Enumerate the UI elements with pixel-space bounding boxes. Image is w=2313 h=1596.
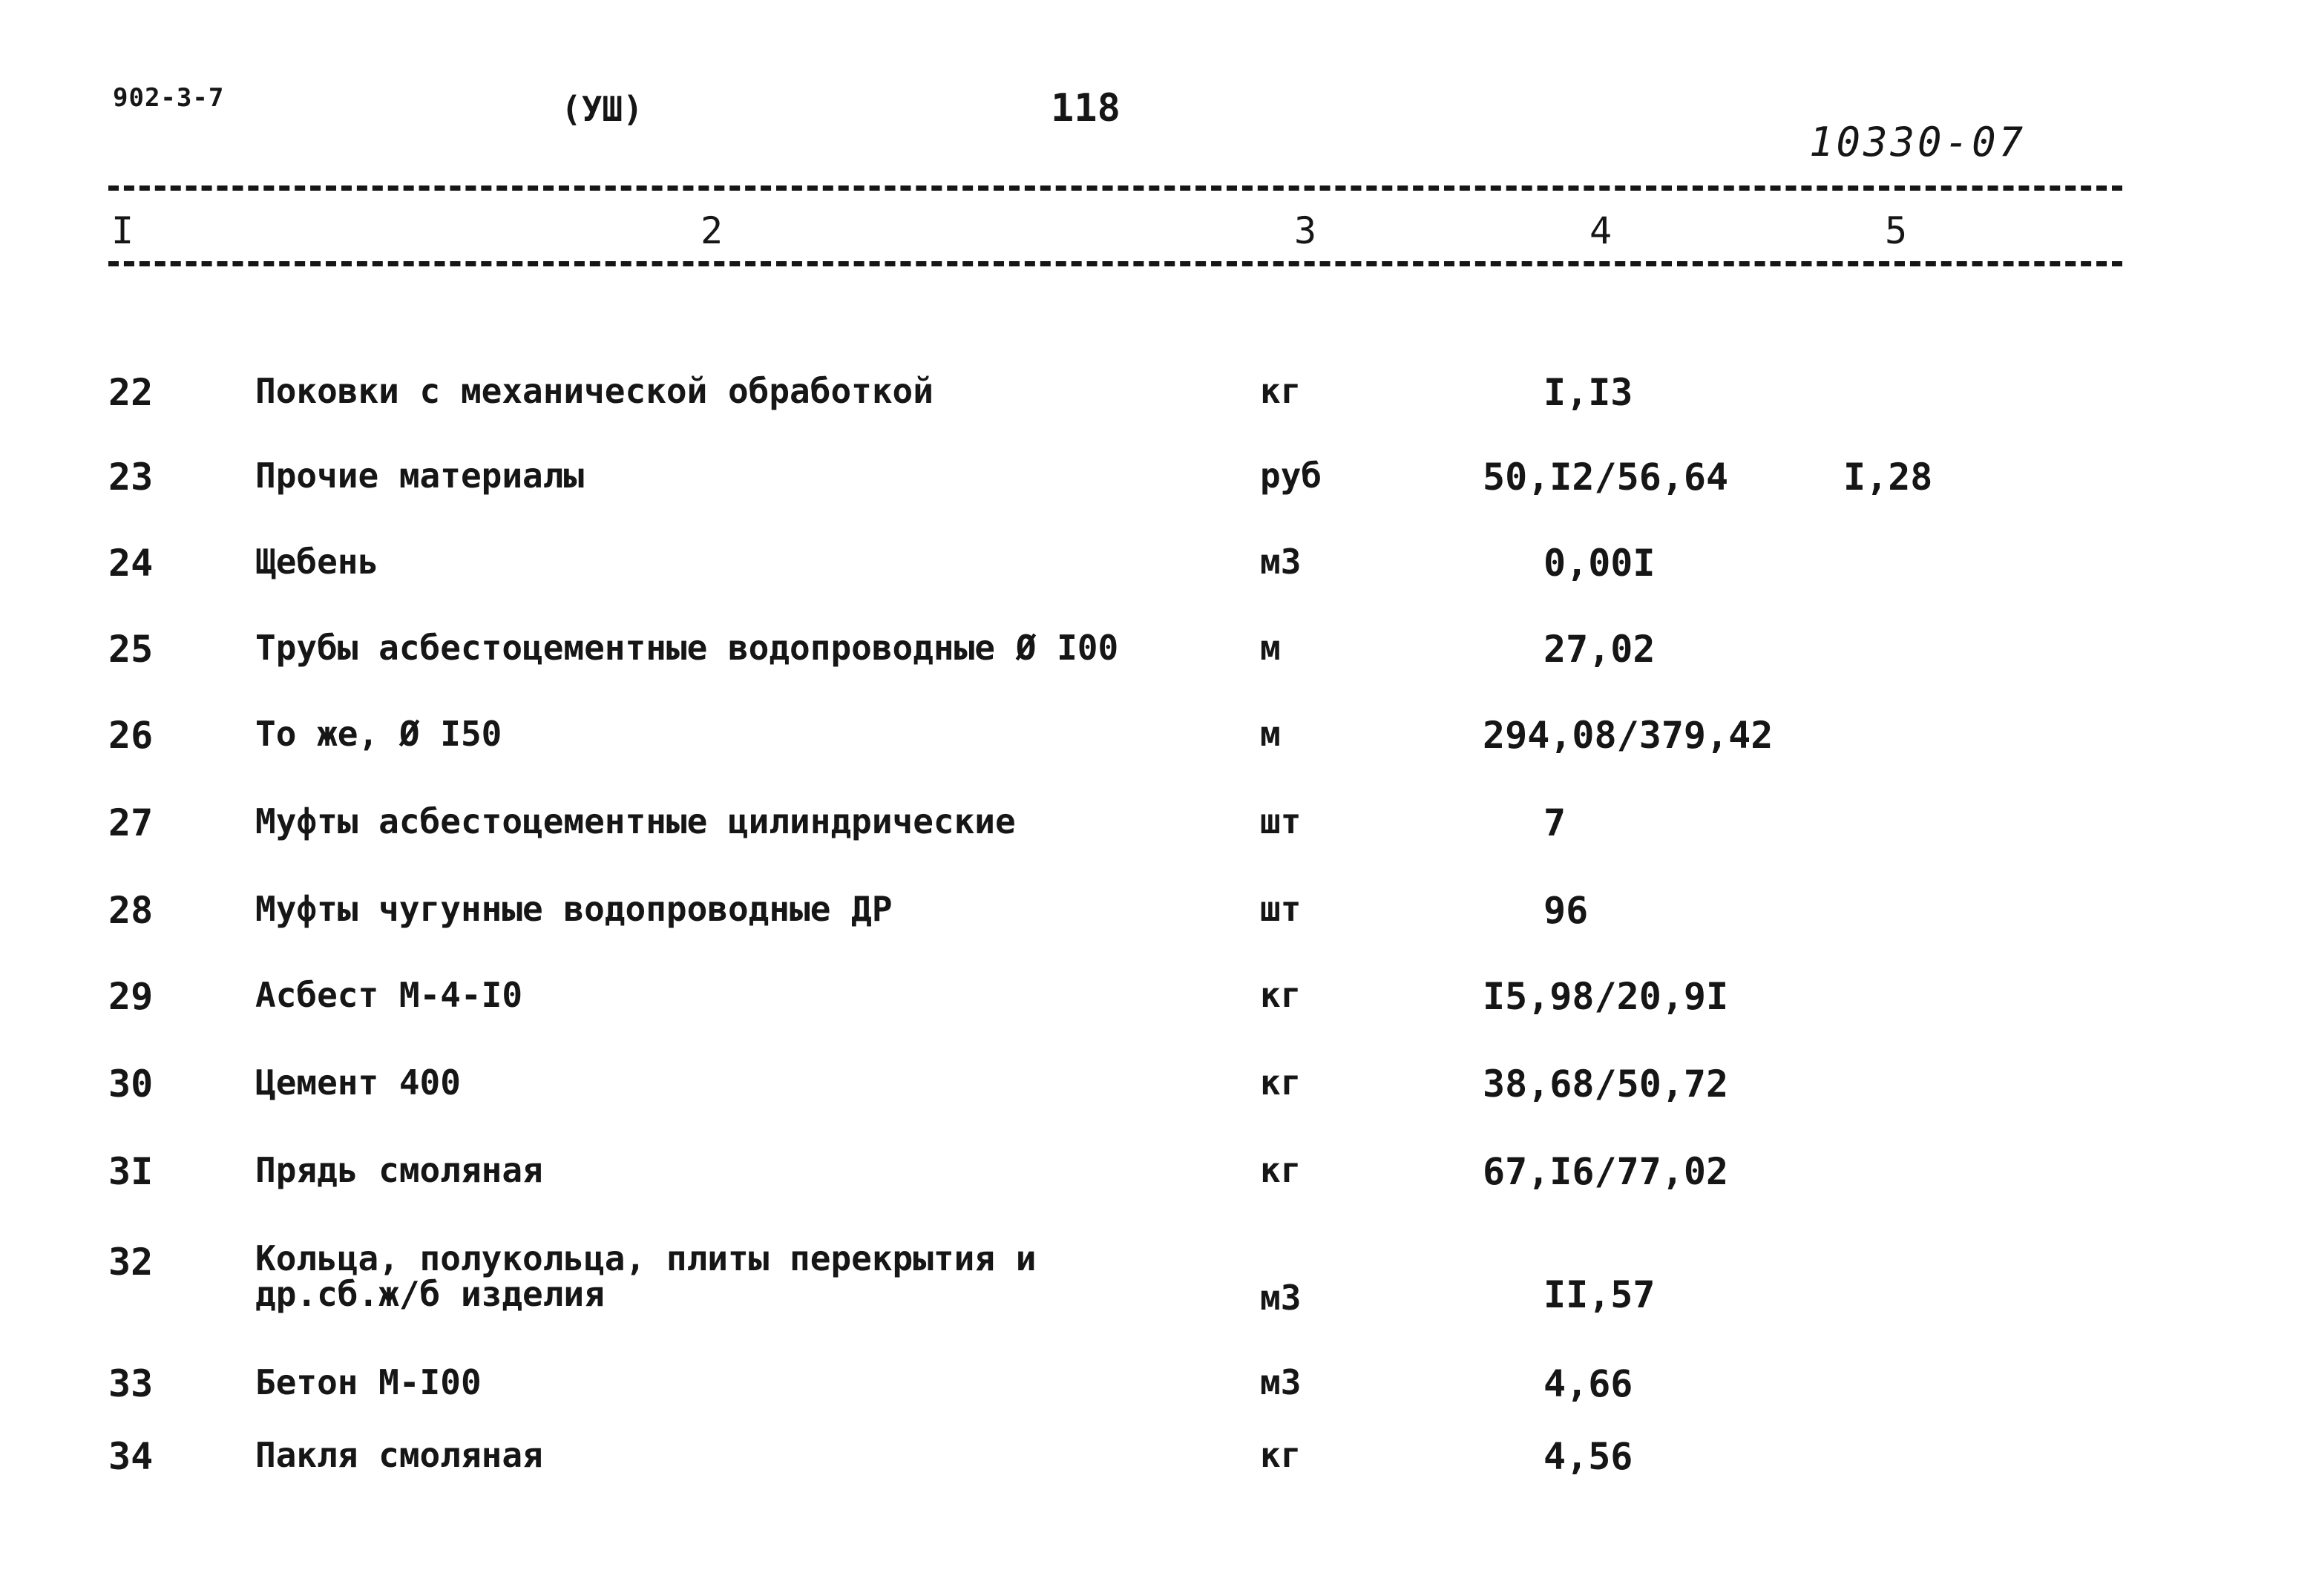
unit: руб <box>1260 456 1322 496</box>
table-row <box>0 456 2313 522</box>
page-number: 118 <box>1051 86 1121 131</box>
column-number-4: 4 <box>1589 209 1612 252</box>
quantity-col4: 96 <box>1543 889 1589 932</box>
row-number: 23 <box>108 456 154 499</box>
material-name: Муфты асбестоцементные цилиндрические <box>255 801 1016 841</box>
table-row <box>0 1238 2313 1344</box>
material-name: Щебень <box>255 542 379 582</box>
material-name: Кольца, полукольца, плиты перекрытия и др.сб.ж/б изделия <box>255 1238 1037 1314</box>
material-name: Трубы асбестоцементные водопроводные Ø I00 <box>255 628 1119 668</box>
quantity-col4: I5,98/20,9I <box>1483 975 1729 1018</box>
material-name: Прочие материалы <box>255 456 585 496</box>
table-row <box>0 889 2313 956</box>
quantity-col4: 4,56 <box>1543 1435 1633 1478</box>
material-name: Поковки с механической обработкой <box>255 371 934 411</box>
material-name: То же, Ø I50 <box>255 714 502 754</box>
header-rule-top <box>108 185 2122 191</box>
material-name: Цемент 400 <box>255 1063 461 1103</box>
table-row <box>0 1362 2313 1429</box>
quantity-col4: 4,66 <box>1543 1362 1633 1405</box>
table-row <box>0 801 2313 868</box>
row-number: 29 <box>108 975 154 1018</box>
quantity-col4: 0,00I <box>1543 542 1656 585</box>
unit: кг <box>1260 371 1302 411</box>
row-number: 25 <box>108 628 154 671</box>
column-number-1: I <box>111 209 134 252</box>
column-number-3: 3 <box>1294 209 1317 252</box>
row-number: 3I <box>108 1150 154 1193</box>
inventory-number: 10330-07 <box>1809 119 2027 165</box>
table-row <box>0 1435 2313 1502</box>
row-number: 32 <box>108 1241 154 1284</box>
table-row <box>0 371 2313 438</box>
row-number: 28 <box>108 889 154 932</box>
row-number: 26 <box>108 714 154 757</box>
document-code: 902-3-7 <box>113 83 225 113</box>
table-row <box>0 1150 2313 1217</box>
column-number-5: 5 <box>1885 209 1908 252</box>
row-number: 34 <box>108 1435 154 1478</box>
table-row <box>0 542 2313 608</box>
unit: кг <box>1260 1150 1302 1190</box>
unit: м <box>1260 628 1281 668</box>
unit: кг <box>1260 1435 1302 1475</box>
material-name: Прядь смоляная <box>255 1150 543 1190</box>
table-row <box>0 714 2313 781</box>
quantity-col5: I,28 <box>1843 456 1933 499</box>
quantity-col4: I,I3 <box>1543 371 1633 414</box>
unit: м3 <box>1260 542 1302 582</box>
table-row <box>0 975 2313 1042</box>
table-row <box>0 628 2313 694</box>
row-number: 33 <box>108 1362 154 1405</box>
quantity-col4: 7 <box>1543 801 1566 844</box>
row-number: 27 <box>108 801 154 844</box>
row-number: 22 <box>108 371 154 414</box>
unit: м3 <box>1260 1278 1302 1318</box>
unit: м <box>1260 714 1281 754</box>
unit: м3 <box>1260 1362 1302 1402</box>
material-name: Асбест М-4-I0 <box>255 975 523 1015</box>
material-name: Бетон М-I00 <box>255 1362 482 1402</box>
table-row <box>0 1063 2313 1129</box>
column-number-2: 2 <box>701 209 724 252</box>
quantity-col4: 27,02 <box>1543 628 1656 671</box>
header-rule-bottom <box>108 261 2122 266</box>
material-name: Муфты чугунные водопроводные ДР <box>255 889 893 929</box>
row-number: 24 <box>108 542 154 585</box>
quantity-col4: 67,I6/77,02 <box>1483 1150 1729 1193</box>
quantity-col4: II,57 <box>1543 1273 1656 1316</box>
unit: шт <box>1260 889 1302 929</box>
quantity-col4: 294,08/379,42 <box>1483 714 1774 757</box>
quantity-col4: 38,68/50,72 <box>1483 1063 1729 1106</box>
unit: шт <box>1260 801 1302 841</box>
unit: кг <box>1260 1063 1302 1103</box>
material-name: Пакля смоляная <box>255 1435 543 1475</box>
quantity-col4: 50,I2/56,64 <box>1483 456 1729 499</box>
row-number: 30 <box>108 1063 154 1106</box>
section-label: (УШ) <box>561 89 643 129</box>
unit: кг <box>1260 975 1302 1015</box>
